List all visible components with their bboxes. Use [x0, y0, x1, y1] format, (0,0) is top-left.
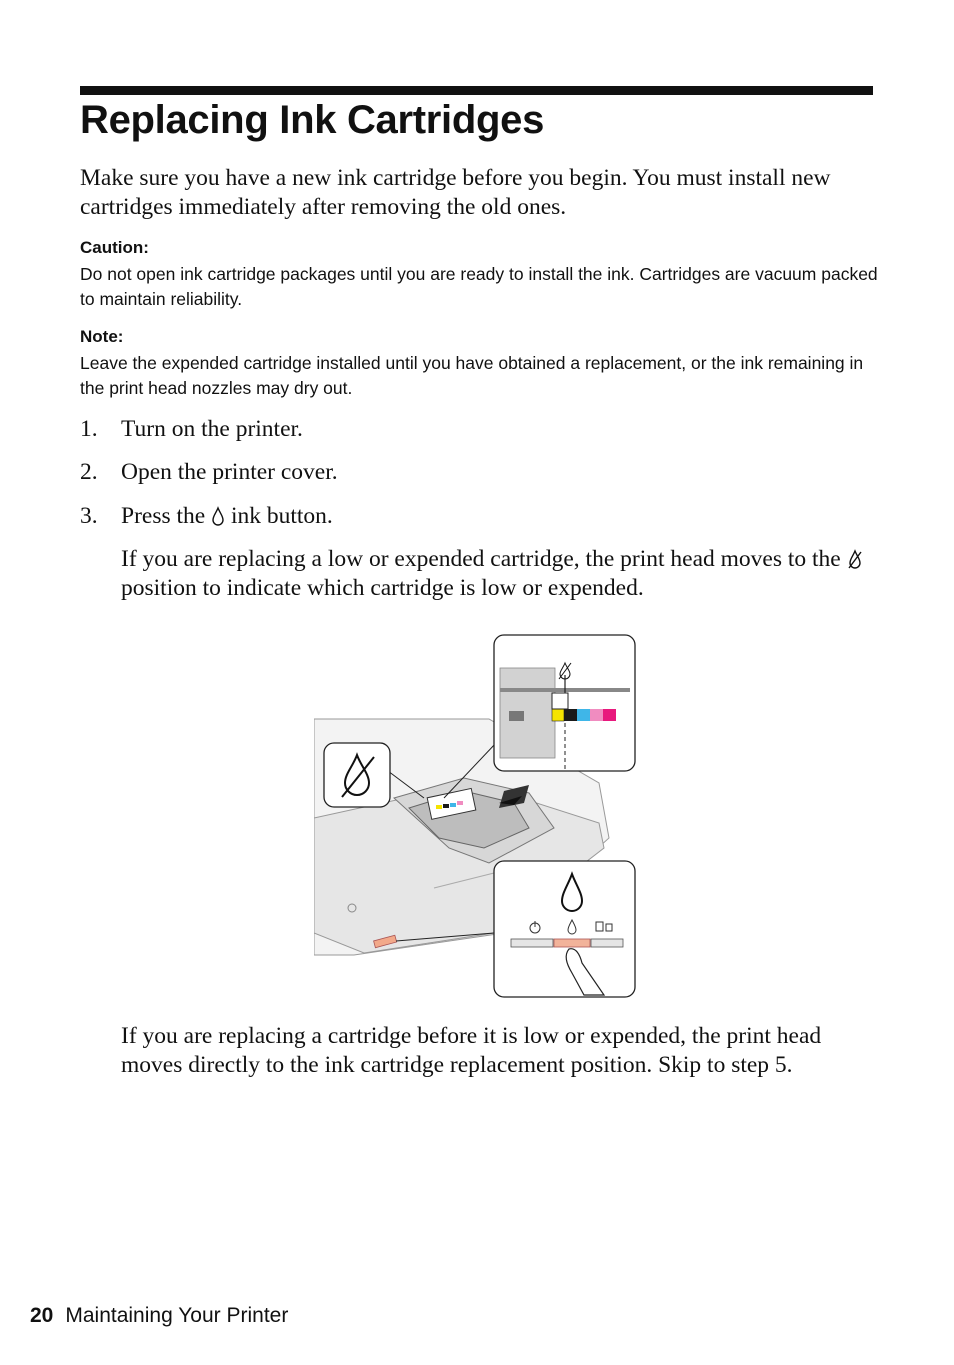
note-heading: Note:: [80, 327, 124, 346]
note-block: [80, 327, 880, 401]
page-number: 20: [30, 1304, 54, 1327]
caution-text: Do not open ink cartridge packages until you are ready to install the ink. Cartridges are vacuum packed to maintain reliability.: [80, 264, 878, 309]
caution-heading: Caution:: [80, 238, 149, 257]
control-panel-inset: [494, 861, 635, 997]
ink-drop-icon: [211, 506, 225, 526]
step-3-detail: If you are replacing a low or expended cartridge, the print head moves to the position to indicate which cartridge is low or expended.: [121, 545, 881, 603]
page-footer: [30, 1304, 288, 1328]
section-title: Maintaining Your Printer: [65, 1304, 289, 1327]
ink-out-callout: [324, 743, 390, 807]
ink-out-icon: [847, 549, 863, 569]
caution-block: [80, 238, 880, 312]
step-number: 1.: [80, 416, 98, 442]
print-head-inset: [494, 635, 635, 771]
after-figure-paragraph: If you are replacing a cartridge before it is low or expended, the print head moves directly to the ink cartridge replacement position. Skip to step 5.: [121, 1023, 822, 1078]
title-rule: [80, 86, 873, 95]
page-title: Replacing Ink Cartridges: [80, 98, 545, 142]
step-text: Turn on the printer.: [121, 416, 303, 442]
step-text: Press the ink button.: [121, 503, 333, 529]
step-number: 3.: [80, 503, 98, 529]
printer-illustration: [314, 633, 639, 1001]
intro-paragraph: Make sure you have a new ink cartridge before you begin. You must install new cartridges immediately after removing the old ones.: [80, 165, 831, 220]
step-text: Open the printer cover.: [121, 459, 338, 485]
step-number: 2.: [80, 459, 98, 485]
note-text: Leave the expended cartridge installed until you have obtained a replacement, or the ink remaining in the print head nozzles may dry out.: [80, 353, 864, 398]
